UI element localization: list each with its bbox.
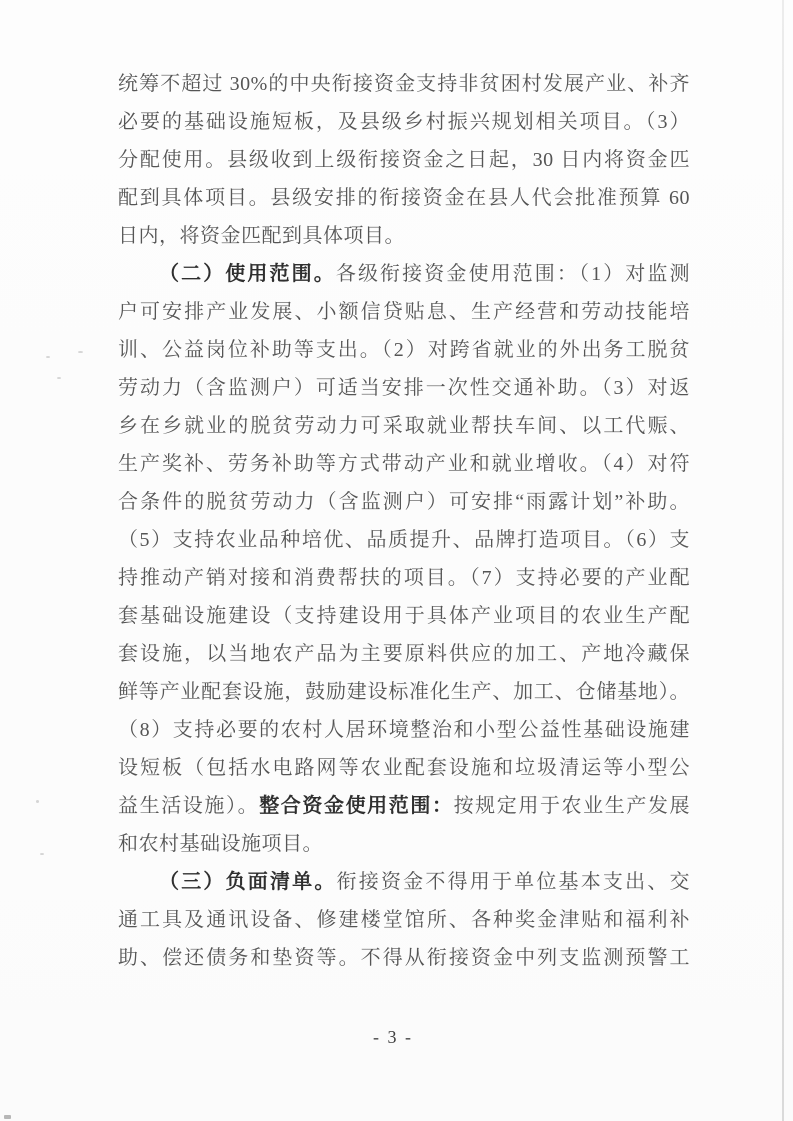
document-body [118, 65, 690, 977]
text-line [118, 141, 690, 179]
text-segment: 乡在乡就业的脱贫劳动力可采取就业帮扶车间、以工代赈、 [118, 415, 690, 437]
text-segment: 套设施，以当地农产品为主要原料供应的加工、产地冷藏保 [118, 643, 690, 665]
scan-speck [57, 377, 61, 379]
text-line [118, 863, 690, 901]
text-line [118, 901, 690, 939]
text-segment: 分配使用。县级收到上级衔接资金之日起，30 日内将资金匹 [118, 149, 690, 171]
text-line [118, 521, 690, 559]
text-segment: 统筹不超过 30%的中央衔接资金支持非贫困村发展产业、补齐 [118, 73, 690, 95]
text-line [118, 369, 690, 407]
text-line [118, 331, 690, 369]
bold-text-segment: 整合资金使用范围： [259, 795, 454, 817]
text-segment: 生产奖补、劳务补助等方式带动产业和就业增收。（4）对符 [118, 453, 690, 475]
scan-speck [40, 853, 44, 855]
text-line [118, 179, 690, 217]
page-number: - 3 - [373, 1027, 413, 1047]
scan-speck [46, 356, 50, 358]
text-segment: 助、偿还债务和垫资等。不得从衔接资金中列支监测预警工 [118, 947, 690, 969]
text-line [118, 293, 690, 331]
text-segment: 按规定用于农业生产发展 [453, 795, 691, 817]
text-segment: 训、公益岗位补助等支出。（2）对跨省就业的外出务工脱贫 [118, 339, 690, 361]
text-line [118, 65, 690, 103]
text-line [118, 597, 690, 635]
text-line [118, 749, 690, 787]
text-segment: 日内，将资金匹配到具体项目。 [118, 225, 405, 247]
text-segment: 配到具体项目。县级安排的衔接资金在县人代会批准预算 60 [118, 187, 690, 209]
text-segment: 和农村基础设施项目。 [118, 833, 323, 855]
text-segment: 套基础设施建设（支持建设用于具体产业项目的农业生产配 [118, 605, 690, 627]
text-segment: 设短板（包括水电路网等农业配套设施和垃圾清运等小型公 [118, 757, 690, 779]
scan-speck [4, 1115, 11, 1119]
text-segment: 益生活设施）。 [118, 795, 260, 817]
text-line [118, 255, 690, 293]
text-line [118, 217, 690, 255]
text-segment: 合条件的脱贫劳动力（含监测户）可安排“雨露计划”补助。 [118, 491, 690, 513]
text-line [118, 635, 690, 673]
text-segment: 必要的基础设施短板，及县级乡村振兴规划相关项目。（3） [118, 111, 690, 133]
bold-text-segment: （二）使用范围。 [159, 263, 336, 285]
scan-speck [36, 800, 39, 803]
text-line [118, 787, 690, 825]
text-line [118, 673, 690, 711]
text-segment: 户可安排产业发展、小额信贷贴息、生产经营和劳动技能培 [118, 301, 690, 323]
text-segment: 鲜等产业配套设施，鼓励建设标准化生产、加工、仓储基地）。 [118, 681, 690, 703]
text-segment: 通工具及通讯设备、修建楼堂馆所、各种奖金津贴和福利补 [118, 909, 690, 931]
text-segment: 持推动产销对接和消费帮扶的项目。（7）支持必要的产业配 [118, 567, 690, 589]
text-segment: （8）支持必要的农村人居环境整治和小型公益性基础设施建 [118, 719, 690, 741]
bold-text-segment: （三）负面清单。 [159, 871, 337, 893]
text-segment: （5）支持农业品种培优、品质提升、品牌打造项目。（6）支 [118, 529, 690, 551]
text-line [118, 939, 690, 977]
text-segment: 劳动力（含监测户）可适当安排一次性交通补助。（3）对返 [118, 377, 690, 399]
text-line [118, 483, 690, 521]
text-line [118, 103, 690, 141]
text-line [118, 825, 690, 863]
text-segment: 各级衔接资金使用范围：（1）对监测 [335, 263, 691, 285]
text-line [118, 407, 690, 445]
text-segment: 衔接资金不得用于单位基本支出、交 [336, 871, 691, 893]
scan-speck [78, 351, 83, 353]
text-line [118, 445, 690, 483]
text-line [118, 711, 690, 749]
scan-edge-artifact [782, 0, 784, 1121]
text-line [118, 559, 690, 597]
